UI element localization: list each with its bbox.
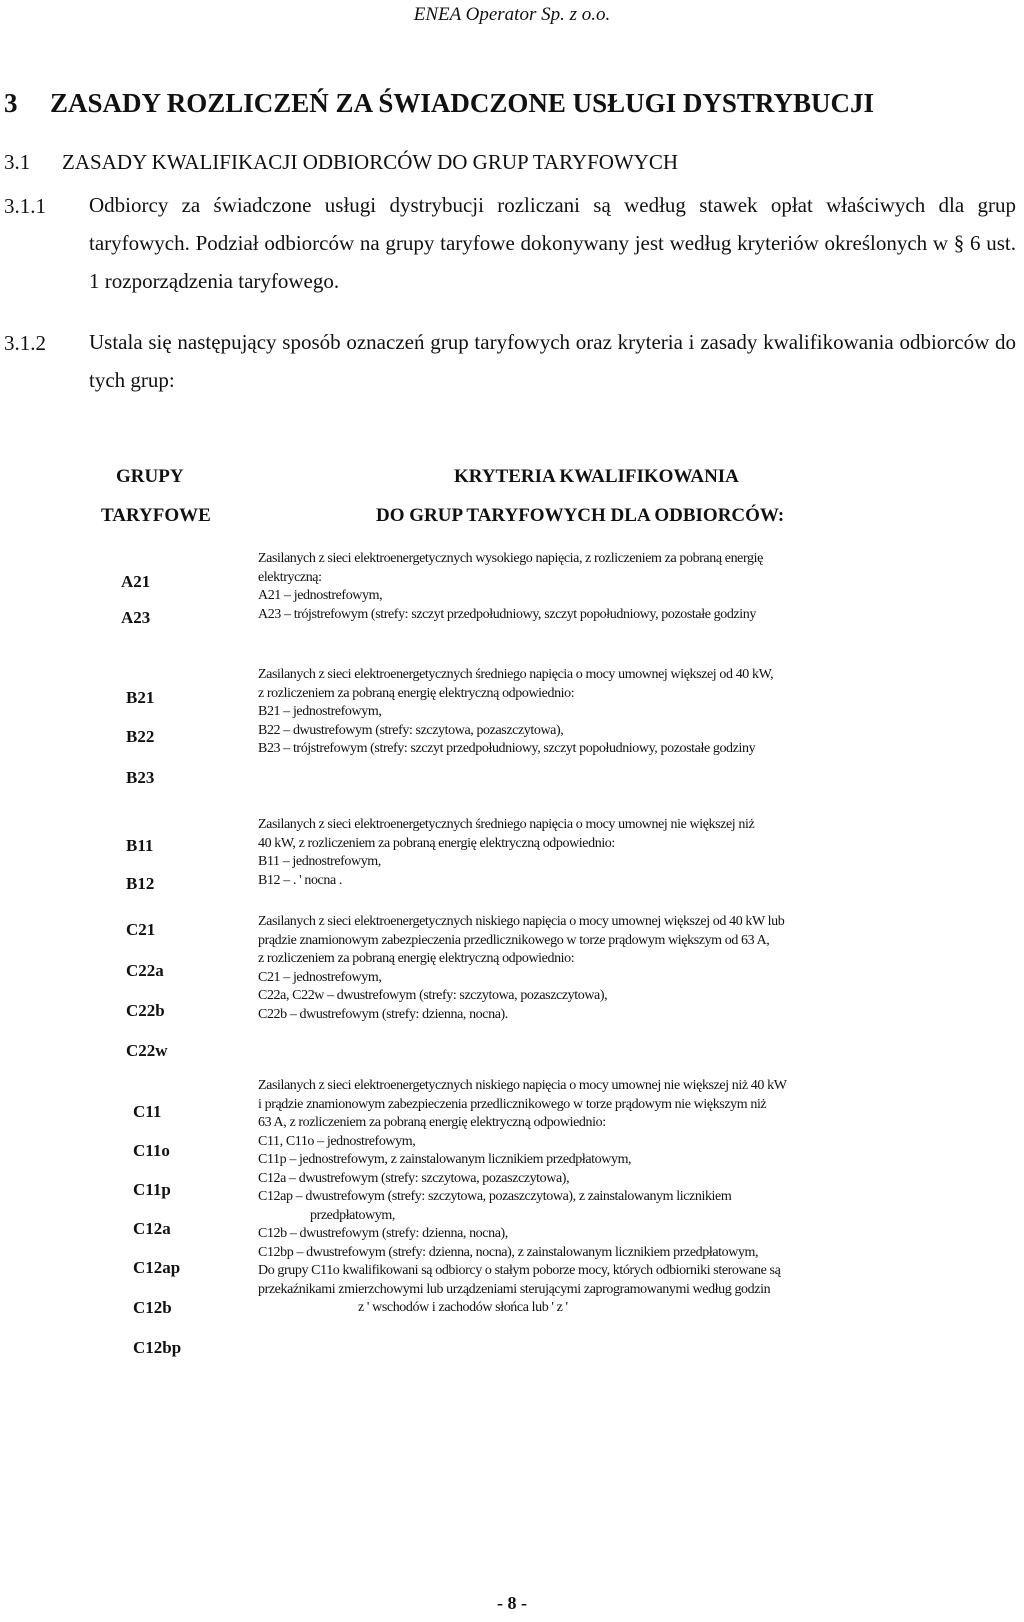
paragraph-text: Odbiorcy za świadczone usługi dystrybucji rozliczani są według stawek opłat właściwych dla grup taryfowych. Podział odbiorców na grupy taryfowe dokonywany jest według kryteriów określonych w § 6 ust. 1 rozporządzenia taryfowego. — [89, 193, 1016, 293]
criteria-line: z rozliczeniem za pobraną energię elektryczną odpowiednio: — [258, 685, 575, 701]
criteria-line: B22 – dwustrefowym (strefy: szczytowa, pozaszczytowa), — [258, 722, 564, 738]
criteria-line: Zasilanych z sieci elektroenergetycznych średniego napięcia o mocy umownej większej od 40 kW, — [258, 667, 774, 682]
group-code: C22a — [126, 961, 164, 980]
criteria-line: Do grupy C11o kwalifikowani są odbiorcy o stałym poborze mocy, których odbiorniki sterowane są — [258, 1263, 781, 1278]
criteria-block-b1 — [258, 816, 1014, 890]
group-code: C22w — [126, 1041, 168, 1060]
criteria-line: Zasilanych z sieci elektroenergetycznych niskiego napięcia o mocy umownej nie większej niż 40 kW — [258, 1078, 787, 1093]
criteria-line: Zasilanych z sieci elektroenergetycznych średniego napięcia o mocy umownej nie większej niż — [258, 817, 755, 832]
group-code: C21 — [126, 920, 156, 939]
criteria-line: B11 – jednostrefowym, — [258, 854, 381, 869]
group-code: C11o — [133, 1141, 170, 1160]
criteria-line: A21 – jednostrefowym, — [258, 588, 383, 603]
criteria-line: C11p – jednostrefowym, z zainstalowanym licznikiem przedpłatowym, — [258, 1152, 632, 1167]
criteria-line: A23 – trójstrefowym (strefy: szczyt przedpołudniowy, szczyt popołudniowy, pozostałe godziny — [258, 606, 756, 622]
criteria-line: Zasilanych z sieci elektroenergetycznych niskiego napięcia o mocy umownej większej od 40 kW lub — [258, 914, 785, 929]
criteria-line: przedpłatowym, — [310, 1207, 395, 1223]
criteria-line: prądzie znamionowym zabezpieczenia przedlicznikowego w torze prądowym większym od 63 A, — [258, 932, 770, 948]
section-title: ZASADY ROZLICZEŃ ZA ŚWIADCZONE USŁUGI DYSTRYBUCJI — [50, 88, 874, 118]
criteria-block-a — [258, 550, 1014, 624]
col1-header-line1: GRUPY — [116, 466, 184, 487]
group-code: C12bp — [133, 1338, 182, 1357]
criteria-line: C12a – dwustrefowym (strefy: szczytowa, pozaszczytowa), — [258, 1170, 570, 1186]
criteria-line: Zasilanych z sieci elektroenergetycznych wysokiego napięcia, z rozliczeniem za pobraną energię — [258, 551, 763, 566]
criteria-line: B21 – jednostrefowym, — [258, 704, 382, 719]
col1-header-line2: TARYFOWE — [101, 505, 211, 526]
criteria-line: C12ap – dwustrefowym (strefy: szczytowa, pozaszczytowa), z zainstalowanym licznikiem — [258, 1189, 732, 1204]
criteria-line: C21 – jednostrefowym, — [258, 969, 382, 985]
subsection-title: ZASADY KWALIFIKACJI ODBIORCÓW DO GRUP TARYFOWYCH — [62, 150, 679, 174]
section-number: 3 — [4, 88, 18, 118]
criteria-block-c2 — [258, 913, 1014, 1024]
group-code: A23 — [121, 608, 151, 627]
group-code: B23 — [126, 768, 155, 787]
subsection-heading — [4, 150, 678, 175]
group-code: B11 — [126, 836, 154, 855]
paragraph-text: Ustala się następujący sposób oznaczeń grup taryfowych oraz kryteria i zasady kwalifikowania odbiorców do tych grup: — [89, 330, 1016, 392]
criteria-line: C22b – dwustrefowym (strefy: dzienna, nocna). — [258, 1006, 508, 1022]
paragraph-number: 3.1.2 — [4, 331, 46, 355]
group-code: C11 — [133, 1102, 162, 1121]
criteria-line: B23 – trójstrefowym (strefy: szczyt przedpołudniowy, szczyt popołudniowy, pozostałe godziny — [258, 741, 756, 756]
group-code: B22 — [126, 727, 155, 746]
subsection-number: 3.1 — [4, 150, 31, 174]
paragraph-3-1-2 — [4, 323, 1016, 399]
criteria-line: B12 – . ' nocna . — [258, 872, 342, 888]
criteria-line: przekaźnikami zmierzchowymi lub urządzeniami sterującymi zaprogramowanymi według godzin — [258, 1281, 771, 1297]
group-code: C22b — [126, 1001, 165, 1020]
criteria-line: C12b – dwustrefowym (strefy: dzienna, nocna), — [258, 1226, 508, 1241]
paragraph-number: 3.1.1 — [4, 194, 46, 218]
criteria-line: 40 kW, z rozliczeniem za pobraną energię elektryczną odpowiednio: — [258, 835, 615, 851]
paragraph-3-1-1 — [4, 186, 1016, 300]
criteria-line: 63 A, z rozliczeniem za pobraną energię elektryczną odpowiednio: — [258, 1115, 606, 1130]
criteria-line: elektryczną: — [258, 569, 322, 585]
criteria-block-b2 — [258, 666, 1014, 759]
col2-header-line2: DO GRUP TARYFOWYCH DLA ODBIORCÓW: — [376, 505, 785, 526]
criteria-line: C22a, C22w – dwustrefowym (strefy: szczytowa, pozaszczytowa), — [258, 988, 608, 1003]
group-code: C11p — [133, 1180, 171, 1199]
section-heading — [4, 88, 874, 119]
criteria-line: C12bp – dwustrefowym (strefy: dzienna, nocna), z zainstalowanym licznikiem przedpłatowym, — [258, 1244, 759, 1260]
criteria-line: z ' wschodów i zachodów słońca lub ' z ' — [358, 1300, 568, 1315]
group-code: C12ap — [133, 1258, 181, 1277]
page-header: ENEA Operator Sp. z o.o. — [413, 4, 611, 25]
criteria-line: z rozliczeniem za pobraną energię elektryczną odpowiednio: — [258, 951, 575, 966]
group-code: C12a — [133, 1219, 171, 1238]
page-number: - 8 - — [497, 1593, 527, 1613]
group-code: C12b — [133, 1298, 172, 1317]
group-code: B21 — [126, 688, 155, 707]
col2-header-line1: KRYTERIA KWALIFIKOWANIA — [454, 466, 739, 487]
group-code: A21 — [121, 572, 151, 591]
group-code: B12 — [126, 874, 155, 893]
criteria-block-c1 — [258, 1077, 1014, 1318]
criteria-line: i prądzie znamionowym zabezpieczenia przedlicznikowego w torze prądowym nie większym niż — [258, 1096, 767, 1112]
criteria-line: C11, C11o – jednostrefowym, — [258, 1133, 416, 1149]
